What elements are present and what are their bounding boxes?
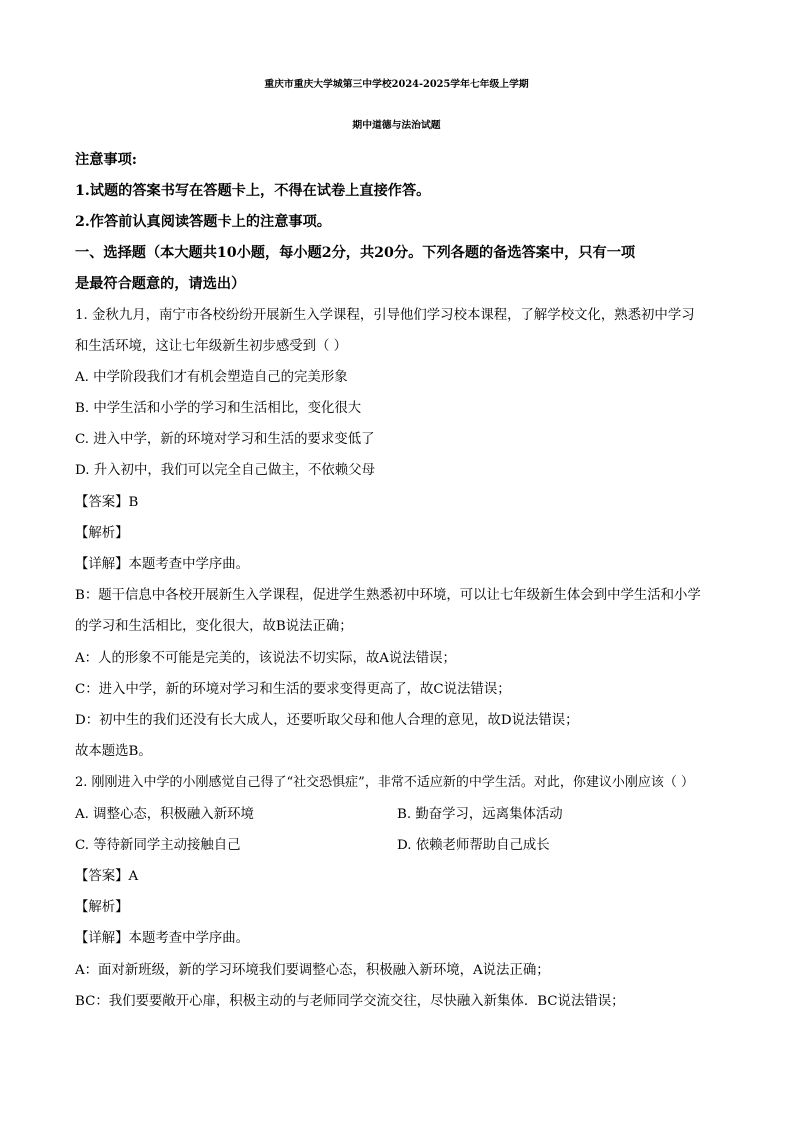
question-1-option-c: C. 进入中学，新的环境对学习和生活的要求变低了 bbox=[75, 432, 375, 447]
notes-heading: 注意事项: bbox=[75, 152, 137, 168]
question-1-explain-line-6: 故本题选B。 bbox=[75, 744, 152, 759]
question-2-stem: 2. 刚刚进入中学的小刚感觉自己得了“社交恐惧症”，非常不适应新的中学生活。对此，你建议小刚应该（ ） bbox=[75, 775, 694, 790]
question-2-explain-line-2: BC：我们要要敞开心扉，积极主动的与老师同学交流交往，尽快融入新集体．BC说法错误； bbox=[75, 994, 625, 1009]
section-heading-line-2: 是最符合题意的，请选出） bbox=[75, 276, 246, 292]
question-2-option-b: B. 勤奋学习，远离集体活动 bbox=[397, 807, 563, 822]
question-2-explain-line-1: A：面对新班级，新的学习环境我们要调整心态，积极融入新环境，A说法正确； bbox=[75, 963, 550, 978]
exam-title-line-1: 重庆市重庆大学城第三中学校2024-2025学年七年级上学期 bbox=[264, 79, 529, 90]
question-1-option-a: A. 中学阶段我们才有机会塑造自己的完美形象 bbox=[75, 370, 348, 385]
question-1-detail: 【详解】本题考查中学序曲。 bbox=[75, 557, 250, 572]
question-1-answer: 【答案】B bbox=[75, 495, 139, 510]
question-1-stem-line-1: 1. 金秋九月，南宁市各校纷纷开展新生入学课程，引导他们学习校本课程，了解学校文化，熟悉初中学习 bbox=[75, 308, 695, 323]
note-item-1: 1.试题的答案书写在答题卡上，不得在试卷上直接作答。 bbox=[75, 183, 431, 199]
exam-title-line-2: 期中道德与法治试题 bbox=[352, 120, 441, 131]
note-item-2: 2.作答前认真阅读答题卡上的注意事项。 bbox=[75, 214, 331, 230]
question-1-stem-line-2: 和生活环境，这让七年级新生初步感受到（ ） bbox=[75, 339, 348, 354]
question-1-explain-line-1: B：题干信息中各校开展新生入学课程，促进学生熟悉初中环境，可以让七年级新生体会到中学生活和小学 bbox=[75, 588, 701, 603]
question-1-explain-line-3: A：人的形象不可能是完美的，该说法不切实际，故A说法错误； bbox=[75, 651, 456, 666]
question-1-explain-line-2: 的学习和生活相比，变化很大，故B说法正确； bbox=[75, 619, 353, 634]
question-2-option-a: A. 调整心态，积极融入新环境 bbox=[75, 807, 254, 822]
question-1-analysis-label: 【解析】 bbox=[75, 526, 129, 541]
question-2-option-c: C. 等待新同学主动接触自己 bbox=[75, 838, 241, 853]
question-2-analysis-label: 【解析】 bbox=[75, 900, 129, 915]
question-2-answer: 【答案】A bbox=[75, 869, 139, 884]
question-2-option-d: D. 依赖老师帮助自己成长 bbox=[397, 838, 550, 853]
question-1-option-d: D. 升入初中，我们可以完全自己做主，不依赖父母 bbox=[75, 463, 375, 478]
question-1-option-b: B. 中学生活和小学的学习和生活相比，变化很大 bbox=[75, 401, 362, 416]
question-1-explain-line-4: C：进入中学，新的环境对学习和生活的要求变得更高了，故C说法错误； bbox=[75, 682, 511, 697]
question-1-explain-line-5: D：初中生的我们还没有长大成人，还要听取父母和他人合理的意见，故D说法错误； bbox=[75, 713, 579, 728]
question-2-detail: 【详解】本题考查中学序曲。 bbox=[75, 931, 250, 946]
section-heading-line-1: 一、选择题（本大题共10小题，每小题2分，共20分。下列各题的备选答案中，只有一项 bbox=[75, 245, 636, 261]
